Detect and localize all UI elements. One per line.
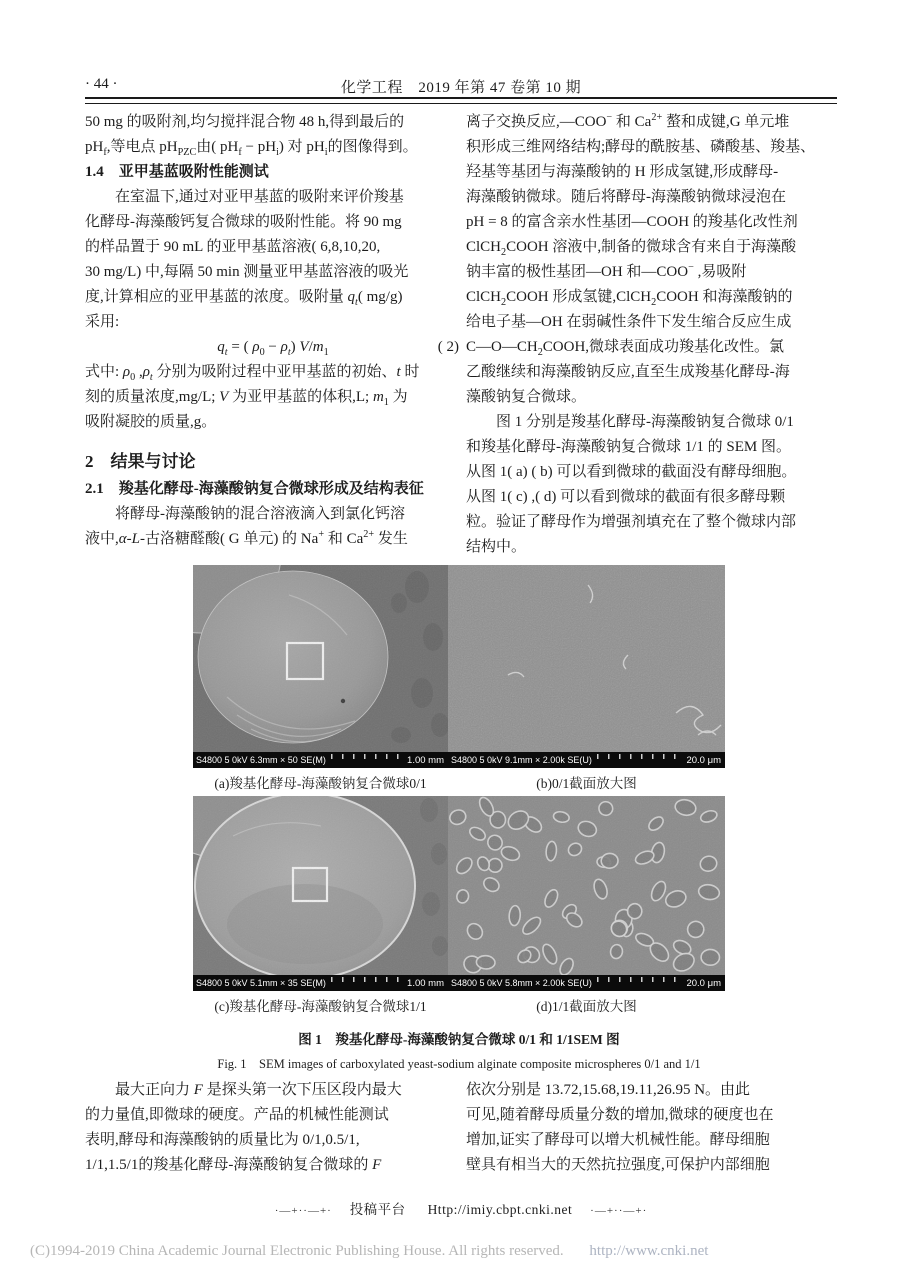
scale-ruler-ticks <box>597 754 682 759</box>
text-line: 从图 1( c) ,( d) 可以看到微球的截面有很多酵母颗 <box>466 489 786 505</box>
text-line: 式中: $\rho_0$ $,\rho_t$ 分别为吸附过程中亚甲基蓝的初始、t 时 <box>85 364 420 383</box>
sem-info-bar-row-1 <box>193 752 725 768</box>
sem-image-c <box>193 796 448 975</box>
text-line: 钠丰富的极性基团—OH 和—COO− ,易吸附 <box>466 262 747 280</box>
text-line: 结构中。 <box>466 539 527 555</box>
sem-image-a <box>193 565 448 752</box>
sem-info-bar-a <box>193 752 448 768</box>
text-line: pH = 8 的富含亲水性基团—COOH 的羧基化改性剂 <box>466 214 798 230</box>
text-line: ClCH$_2$COOH 溶液中,制备的微球含有来自于海藻酸 <box>466 239 797 258</box>
text-line: 积形成三维网络结构;酵母的酰胺基、磷酸基、羧基、 <box>466 139 816 155</box>
bottom-right-column <box>466 1078 840 1178</box>
text-line: 壁具有相当大的天然抗拉强度,可保护内部细胞 <box>466 1157 770 1173</box>
text-line: 可见,随着酵母质量分数的增加,微球的硬度也在 <box>466 1107 774 1123</box>
text-line: $pH_f$,等电点 $pH_{PZC}$由( $pH_f - pH_i$) 对 $pH_i$的图像得到。 <box>85 139 418 158</box>
platform-url: Http://imiy.cbpt.cnki.net <box>427 1202 573 1217</box>
sem-info-bar-b <box>448 752 725 768</box>
text-line: 将酵母-海藻酸钠的混合溶液滴入到氯化钙溶 <box>115 506 405 522</box>
text-line: 羟基等基团与海藻酸钠的 H 形成氢键,形成酵母- <box>466 164 779 180</box>
equation-2 <box>85 335 461 360</box>
text-line: 1/1,1.5/1的羧基化酵母-海藻酸钠复合微球的 F <box>85 1157 382 1173</box>
text-line: 化酵母-海藻酸钙复合微球的吸附性能。将 90 mg <box>85 214 402 230</box>
text-line: 给电子基—OH 在弱碱性条件下发生缩合反应生成 <box>466 314 792 330</box>
sem-photo-a-svg <box>193 565 448 752</box>
scale-ruler-ticks <box>331 754 402 759</box>
equation-body: $q_t$ = ( $\rho_0 - \rho_t$) $V/m_1$ <box>217 339 329 358</box>
text-line: 增加,证实了酵母可以增大机械性能。酵母细胞 <box>466 1132 770 1148</box>
sem-photo-d-svg <box>448 796 725 975</box>
sem-info-bar-c <box>193 975 448 991</box>
paragraph <box>85 1078 461 1178</box>
figure-caption-zh: 图 1 羧基化酵母-海藻酸钠复合微球 0/1 和 1/1SEM 图 <box>298 1032 620 1047</box>
sem-row-1 <box>193 565 725 752</box>
text-line: 50 mg 的吸附剂,均匀搅拌混合物 48 h,得到最后的 <box>85 114 405 130</box>
scale-ruler-ticks <box>597 977 682 982</box>
panel-label-row-1 <box>193 768 725 796</box>
bottom-left-column <box>85 1078 461 1178</box>
scale-value: 20.0 μm <box>686 977 721 989</box>
scale-value: 1.00 mm <box>407 977 444 989</box>
sem-settings-text: S4800 5 0kV 6.3mm × 50 SE(M) <box>196 755 326 765</box>
text-line: 最大正向力 F 是探头第一次下压区段内最大 <box>115 1082 402 1098</box>
sem-settings-text: S4800 5 0kV 9.1mm × 2.00k SE(U) <box>451 755 592 765</box>
sem-row-2 <box>193 796 725 975</box>
text-line: 乙酸继续和海藻酸钠反应,直至生成羧基化酵母-海 <box>466 364 790 380</box>
text-line: 吸附凝胶的质量,g。 <box>85 414 217 430</box>
equation-number: ( 2) <box>437 339 459 355</box>
figure-1 <box>193 565 725 1072</box>
section-heading-1-4: 1.4 亚甲基蓝吸附性能测试 <box>85 164 269 180</box>
panel-label-b: (b)0/1截面放大图 <box>536 776 637 791</box>
sem-info-bar-d <box>448 975 725 991</box>
copyright-line <box>30 1243 890 1260</box>
paragraph <box>466 110 840 560</box>
header-double-rule <box>85 97 837 104</box>
text-line: 藻酸钠复合微球。 <box>466 389 587 405</box>
left-column <box>85 110 461 552</box>
sem-photo-c-svg <box>193 796 448 975</box>
sem-settings-text: S4800 5 0kV 5.1mm × 35 SE(M) <box>196 978 326 988</box>
scale-ruler-ticks <box>331 977 402 982</box>
text-line: 30 mg/L) 中,每隔 50 min 测量亚甲基蓝溶液的吸光 <box>85 264 409 280</box>
page-number: · 44 · <box>85 76 118 92</box>
text-line: 液中,α-L-古洛糖醛酸( G 单元) 的 Na+ 和 $Ca^{2+}$ 发生 <box>85 529 408 547</box>
paragraph <box>85 110 461 160</box>
sem-photo-b-svg <box>448 565 725 752</box>
text-line: 图 1 分别是羧基化酵母-海藻酸钠复合微球 0/1 <box>496 414 794 430</box>
section-heading-2-1: 2.1 羧基化酵母-海藻酸钠复合微球形成及结构表征 <box>85 481 424 497</box>
paragraph <box>85 502 461 552</box>
text-line: 采用: <box>85 314 120 330</box>
panel-label-row-2 <box>193 991 725 1019</box>
text-line: ClCH$_2$COOH 形成氢键,ClCH$_2$COOH 和海藻酸钠的 <box>466 289 793 308</box>
text-line: $C—O—CH_2COOH$,微球表面成功羧基化改性。氯 <box>466 339 785 358</box>
decorative-divider: ·—+··—+· <box>590 1205 648 1217</box>
sem-settings-text: S4800 5 0kV 5.8mm × 2.00k SE(U) <box>451 978 592 988</box>
text-line: 刻的质量浓度,mg/L; V 为亚甲基蓝的体积,L; $m_1$ 为 <box>85 389 408 408</box>
sem-image-b <box>448 565 725 752</box>
scale-value: 1.00 mm <box>407 754 444 766</box>
paragraph <box>85 360 461 435</box>
text-line: 的样品置于 90 mL 的亚甲基蓝溶液( 6,8,10,20, <box>85 239 381 255</box>
scale-value: 20.0 μm <box>686 754 721 766</box>
paragraph <box>466 1078 840 1178</box>
journal-header-title: 化学工程 2019 年第 47 卷第 10 期 <box>340 80 582 96</box>
panel-label-c: (c)羧基化酵母-海藻酸钠复合微球1/1 <box>214 999 427 1014</box>
paragraph <box>85 185 461 335</box>
sem-image-d <box>448 796 725 975</box>
text-line: 表明,酵母和海藻酸钠的质量比为 0/1,0.5/1, <box>85 1132 360 1148</box>
right-column <box>466 110 840 560</box>
cnki-url: http://www.cnki.net <box>589 1243 709 1259</box>
panel-label-a: (a)羧基化酵母-海藻酸钠复合微球0/1 <box>214 776 427 791</box>
text-line: 离子交换反应,—COO− 和 $Ca^{2+}$ 螯和成键,G 单元堆 <box>466 112 790 130</box>
decorative-divider: ·—+··—+· <box>274 1205 332 1217</box>
text-line: 和羧基化酵母-海藻酸钠复合微球 1/1 的 SEM 图。 <box>466 439 792 455</box>
platform-label: 投稿平台 <box>349 1202 406 1217</box>
figure-caption-en: Fig. 1 SEM images of carboxylated yeast-sodium alginate composite microspheres 0/1 and 1/1 <box>217 1057 701 1071</box>
section-heading-2: 2 结果与讨论 <box>85 452 196 471</box>
text-line: 在室温下,通过对亚甲基蓝的吸附来评价羧基 <box>115 189 404 205</box>
text-line: 海藻酸钠微球。随后将酵母-海藻酸钠微球浸泡在 <box>466 189 786 205</box>
panel-label-d: (d)1/1截面放大图 <box>536 999 637 1014</box>
text-line: 粒。验证了酵母作为增强剂填充在了整个微球内部 <box>466 514 797 530</box>
text-line: 从图 1( a) ( b) 可以看到微球的截面没有酵母细胞。 <box>466 464 797 480</box>
text-line: 的力量值,即微球的硬度。产品的机械性能测试 <box>85 1107 389 1123</box>
sem-info-bar-row-2 <box>193 975 725 991</box>
submission-platform-footer <box>85 1198 837 1218</box>
copyright-text: (C)1994-2019 China Academic Journal Electronic Publishing House. All rights reserved. <box>30 1243 564 1259</box>
text-line: 依次分别是 13.72,15.68,19.11,26.95 N。由此 <box>466 1082 751 1098</box>
text-line: 度,计算相应的亚甲基蓝的浓度。吸附量 $q_t$( mg/g) <box>85 289 403 308</box>
